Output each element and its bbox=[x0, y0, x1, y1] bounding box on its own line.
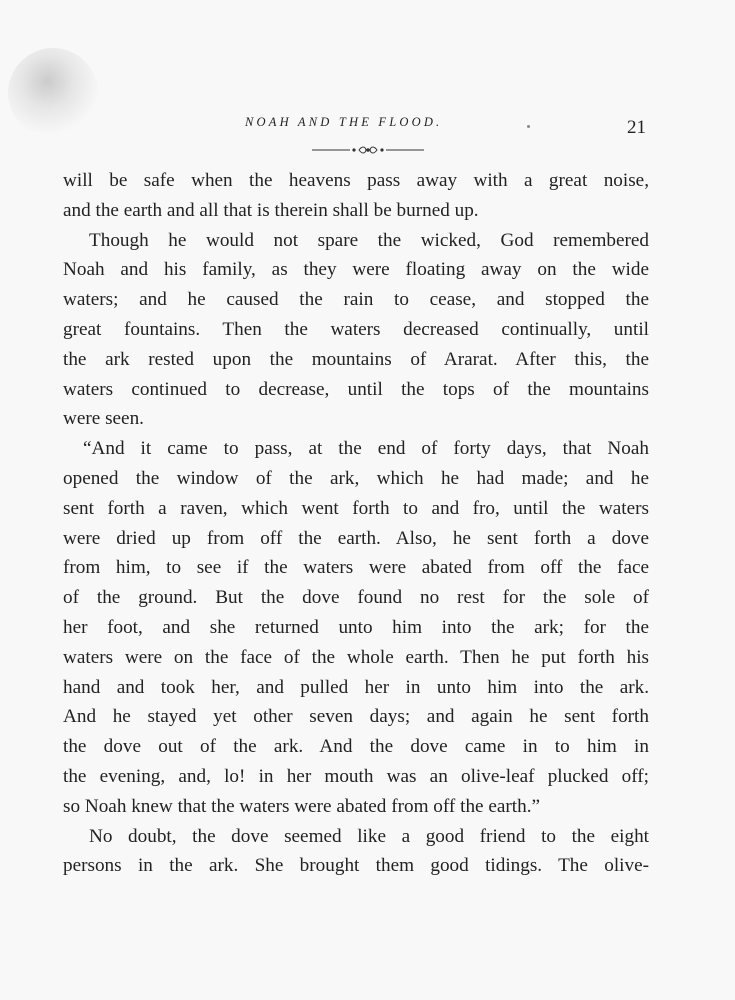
text-line: opened the window of the ark, which he had made; and he bbox=[63, 467, 649, 489]
running-head bbox=[0, 113, 735, 137]
text-line: were seen. bbox=[63, 408, 144, 430]
text-line: And he stayed yet other seven days; and again he sent forth bbox=[63, 706, 649, 728]
page-number: 21 bbox=[627, 117, 646, 138]
text-line: Noah and his family, as they were floating away on the wide bbox=[63, 259, 649, 281]
text-line: sent forth a raven, which went forth to and fro, until the waters bbox=[63, 497, 649, 519]
text-line: and the earth and all that is therein shall be burned up. bbox=[63, 199, 479, 221]
text-line: of the ground. But the dove found no rest for the sole of bbox=[63, 587, 649, 609]
text-line: were dried up from off the earth. Also, he sent forth a dove bbox=[63, 527, 649, 549]
text-line: waters continued to decrease, until the tops of the mountains bbox=[63, 378, 649, 400]
text-line: No doubt, the dove seemed like a good friend to the eight bbox=[89, 825, 649, 847]
text-line: from him, to see if the waters were abated from off the face bbox=[63, 557, 649, 579]
text-line: so Noah knew that the waters were abated from off the earth.” bbox=[63, 795, 541, 817]
text-line: waters were on the face of the whole earth. Then he put forth his bbox=[63, 646, 649, 668]
text-line: waters; and he caused the rain to cease, and stopped the bbox=[63, 289, 649, 311]
running-title: NOAH AND THE FLOOD. bbox=[245, 115, 443, 129]
text-line: the evening, and, lo! in her mouth was an olive-leaf plucked off; bbox=[63, 765, 649, 787]
print-speck bbox=[527, 125, 530, 128]
ornament-rule-icon bbox=[312, 145, 424, 155]
text-line: Though he would not spare the wicked, God remembered bbox=[89, 229, 649, 251]
text-line: hand and took her, and pulled her in unto him into the ark. bbox=[63, 676, 649, 698]
text-line: great fountains. Then the waters decreased continually, until bbox=[63, 318, 649, 340]
text-line: the ark rested upon the mountains of Ararat. After this, the bbox=[63, 348, 649, 370]
text-line: will be safe when the heavens pass away with a great noise, bbox=[63, 170, 649, 191]
text-line: “And it came to pass, at the end of forty days, that Noah bbox=[83, 438, 649, 460]
text-line: her foot, and she returned unto him into the ark; for the bbox=[63, 616, 649, 638]
text-line: persons in the ark. She brought them good tidings. The olive- bbox=[63, 855, 649, 877]
text-line: the dove out of the ark. And the dove came in to him in bbox=[63, 736, 649, 758]
body-text bbox=[63, 166, 649, 881]
